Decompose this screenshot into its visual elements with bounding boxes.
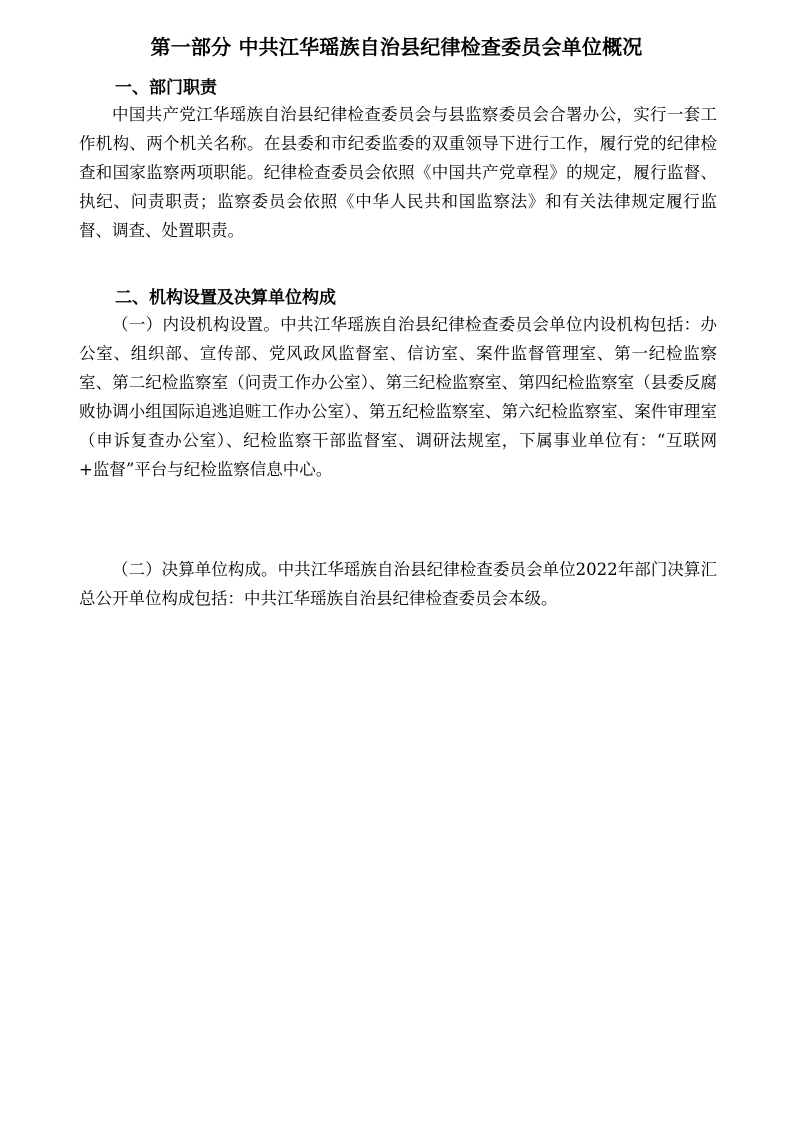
internal-structure-paragraph: （一）内设机构设置。中共江华瑶族自治县纪律检查委员会单位内设机构包括：办公室、组织部、宣传部、党风政风监督室、信访室、案件监督管理室、第一纪检监察室、第二纪检监察室（问责工作办公室）、第三纪检监察室、第四纪检监察室（县委反腐败协调小组国际追逃追赃工作办公室）、第五纪检监察室、第六纪检监察室、案件审理室（申诉复查办公室）、纪检监察干部监督室、调研法规室，下属事业单位有：“互联网+监督”平台与纪检监察信息中心。 [79, 315, 717, 479]
page-title: 第一部分 中共江华瑶族自治县纪律检查委员会单位概况 [150, 35, 643, 59]
accounting-units-paragraph: （二）决算单位构成。中共江华瑶族自治县纪律检查委员会单位2022年部门决算汇总公开单位构成包括：中共江华瑶族自治县纪律检查委员会本级。 [79, 560, 717, 608]
section-heading-structure: 二、机构设置及决算单位构成 [115, 288, 336, 308]
section-heading-duties: 一、部门职责 [115, 78, 217, 98]
duties-paragraph: 中国共产党江华瑶族自治县纪律检查委员会与县监察委员会合署办公，实行一套工作机构、两个机关名称。在县委和市纪委监委的双重领导下进行工作，履行党的纪律检查和国家监察两项职能。纪律检查委员会依照《中国共产党章程》的规定，履行监督、执纪、问责职责；监察委员会依照《中华人民共和国监察法》和有关法律规定履行监督、调查、处置职责。 [79, 105, 717, 240]
